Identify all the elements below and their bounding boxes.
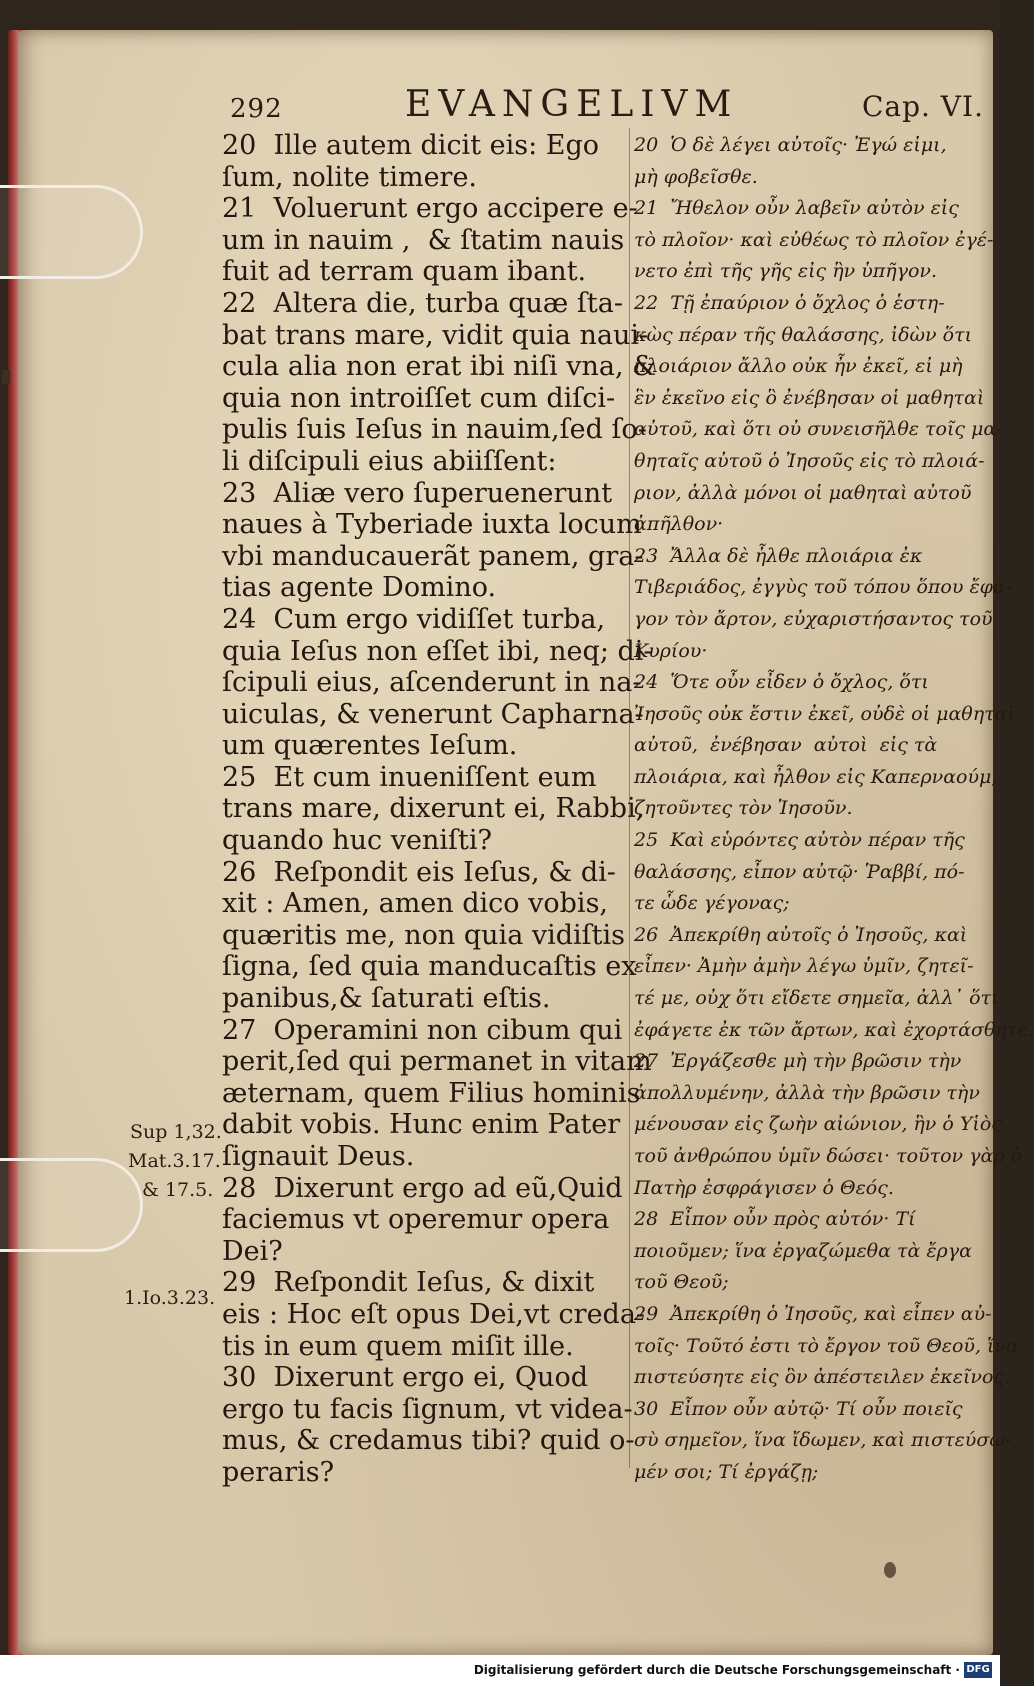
greek-text-line: τοῦ Θεοῦ; [634,1271,729,1294]
latin-text-line: uiculas, & venerunt Capharna- [222,698,644,730]
latin-text-line: 22 Altera die, turba quæ ſta- [222,287,623,319]
latin-text-line: bat trans mare, vidit quia naui- [222,319,649,351]
greek-column [634,130,1034,1489]
greek-text-line: 27 Ἐργάζεσθε μὴ τὴν βρῶσιν τὴν [634,1050,962,1073]
latin-text-line: pulis ſuis Ieſus in nauim,ſed ſo- [222,414,647,446]
latin-text-line: li diſcipuli eius abiiſſent: [222,445,557,477]
latin-text-line: um quærentes Ieſum. [222,730,518,762]
margin-note: Sup 1,32. [130,1121,222,1143]
latin-text-line: 21 Voluerunt ergo accipere e- [222,193,638,225]
greek-text-line: ποιοῦμεν; ἵνα ἐργαζώμεθα τὰ ἔργα [634,1239,972,1262]
latin-text-line: peraris? [222,1456,335,1488]
latin-text-line: 28 Dixerunt ergo ad eũ,Quid [222,1172,623,1204]
latin-text-line: quæritis me, non quia vidiſtis [222,919,626,951]
greek-text-line: τοῖς· Τοῦτό ἐστι τὸ ἔργον τοῦ Θεοῦ, ἵνα [634,1334,1019,1357]
latin-text-line: 30 Dixerunt ergo ei, Quod [222,1362,588,1394]
latin-text-line: quia Ieſus non eſſet ibi, neq; di- [222,635,653,667]
greek-text-line: μένουσαν εἰς ζωὴν αἰώνιον, ἣν ὁ Υἱὸς [634,1113,1002,1136]
greek-text-line: πλοιάρια, καὶ ἦλθον εἰς Καπερναούμ, [634,765,998,788]
greek-text-line: εἶπεν· Ἀμὴν ἀμὴν λέγω ὑμῖν, ζητεῖ- [634,955,974,978]
latin-text-line: ſigna, ſed quia manducaſtis ex [222,951,637,983]
greek-text-line: πιστεύσητε εἰς ὃν ἀπέστειλεν ἐκεῖνος. [634,1366,1011,1389]
greek-text-line: θηταῖς αὐτοῦ ὁ Ἰησοῦς εἰς τὸ πλοιά- [634,449,985,472]
greek-text-line: 23 Ἄλλα δὲ ἦλθε πλοιάρια ἐκ [634,544,923,567]
greek-text-line: τοῦ ἀνθρώπου ὑμῖν δώσει· τοῦτον γὰρ ὁ [634,1145,1022,1167]
latin-text-line: tis in eum quem miſit ille. [222,1330,574,1362]
latin-text-line: 24 Cum ergo vidiſſet turba, [222,603,606,635]
greek-text-line: Κυρίου· [634,639,708,662]
latin-text-line: tias agente Domino. [222,572,497,604]
margin-note: Mat.3.17. [128,1150,221,1172]
latin-column [222,130,657,1489]
greek-text-line: τέ με, οὐχ ὅτι εἴδετε σημεῖα, ἀλλ᾽ ὅτι [634,987,999,1010]
latin-text-line: um in nauim , & ſtatim nauis [222,224,625,256]
greek-text-line: Ἰησοῦς οὐκ ἔστιν ἐκεῖ, οὐδὲ οἱ μαθηταὶ [634,702,1015,725]
latin-text-line: quando huc veniſti? [222,825,492,857]
latin-text-line: 25 Et cum inueniſſent eum [222,761,597,793]
greek-text-line: σὺ σημεῖον, ἵνα ἴδωμεν, καὶ πιστεύσω- [634,1429,1012,1452]
page-number: 292 [230,94,283,124]
greek-text-line: 22 Τῇ ἐπαύριον ὁ ὄχλος ὁ ἑστη- [634,291,945,314]
page-clip-lower [0,1158,143,1252]
greek-text-line: Πατὴρ ἐσφράγισεν ὁ Θεός. [634,1176,894,1199]
latin-text-line: Dei? [222,1235,283,1267]
latin-text-line: æternam, quem Filius hominis [222,1077,641,1109]
latin-text-line: faciemus vt operemur opera [222,1204,610,1236]
binding-mark [2,370,10,384]
greek-text-line: κὼς πέραν τῆς θαλάσσης, ἰδὼν ὅτι [634,323,973,346]
page-title: EVANGELIVM [405,84,739,125]
greek-text-line: γον τὸν ἄρτον, εὐχαριστήσαντος τοῦ [634,607,993,630]
latin-text-line: 23 Aliæ vero ſuperuenerunt [222,477,613,509]
greek-text-line: τὸ πλοῖον· καὶ εὐθέως τὸ πλοῖον ἐγέ- [634,228,994,251]
greek-text-line: ριον, ἀλλὰ μόνοι οἱ μαθηταὶ αὐτοῦ [634,481,972,504]
greek-text-line: 20 Ὁ δὲ λέγει αὐτοῖς· Ἐγώ εἰμι, [634,134,947,156]
latin-text-line: quia non introiſſet cum diſci- [222,382,616,414]
latin-text-line: perit,ſed qui permanet in vitam [222,1046,652,1078]
margin-note: & 17.5. [142,1179,214,1201]
greek-text-line: 26 Ἀπεκρίθη αὐτοῖς ὁ Ἰησοῦς, καὶ [634,923,968,946]
margin-note: 1.Io.3.23. [124,1287,216,1309]
footer-bar [0,1655,1000,1686]
greek-text-line: νετο ἐπὶ τῆς γῆς εἰς ἣν ὑπῆγον. [634,260,938,283]
greek-text-line: ζητοῦντες τὸν Ἰησοῦν. [634,797,853,820]
latin-text-line: mus, & credamus tibi? quid o- [222,1425,635,1457]
greek-text-line: ἀπολλυμένην, ἀλλὰ τὴν βρῶσιν τὴν [634,1081,980,1104]
latin-text-line: 29 Reſpondit Ieſus, & dixit [222,1267,595,1299]
greek-text-line: 29 Ἀπεκρίθη ὁ Ἰησοῦς, καὶ εἶπεν αὐ- [634,1302,992,1325]
latin-text-line: eis : Hoc eſt opus Dei,vt creda- [222,1298,646,1330]
greek-text-line: μὴ φοβεῖσθε. [634,165,758,188]
funding-credit: Digitalisierung gefördert durch die Deutsche Forschungsgemeinschaft · [473,1663,960,1677]
greek-text-line: 25 Καὶ εὑρόντες αὐτὸν πέραν τῆς [634,829,965,852]
latin-text-line: dabit vobis. Hunc enim Pater [222,1109,621,1141]
latin-text-line: xit : Amen, amen dico vobis, [222,888,609,920]
greek-text-line: θαλάσσης, εἶπον αὐτῷ· Ῥαββί, πό- [634,860,965,883]
latin-text-line: ſcipuli eius, aſcenderunt in na- [222,667,642,699]
dfg-logo-icon: DFG [964,1662,992,1678]
greek-text-line: πλοιάριον ἄλλο οὐκ ἦν ἐκεῖ, εἰ μὴ [634,355,963,378]
greek-text-line: Τιβεριάδος, ἐγγὺς τοῦ τόπου ὅπου ἔφα- [634,576,1013,599]
greek-text-line: ἐφάγετε ἐκ τῶν ἄρτων, καὶ ἐχορτάσθητε. [634,1018,1034,1041]
latin-text-line: 26 Reſpondit eis Ieſus, & di- [222,856,616,888]
ink-spot [884,1562,896,1578]
latin-text-line: cula alia non erat ibi niſi vna, & [222,351,657,383]
greek-text-line: τε ὧδε γέγονας; [634,892,790,915]
latin-text-line: trans mare, dixerunt ei, Rabbi, [222,793,645,825]
latin-text-line: fuit ad terram quam ibant. [222,256,587,288]
greek-text-line: αὐτοῦ, καὶ ὅτι οὐ συνεισῆλθε τοῖς μα- [634,418,1003,441]
latin-text-line: ſum, nolite timere. [222,161,478,193]
latin-text-line: ergo tu facis ſignum, vt videa- [222,1393,633,1425]
greek-text-line: 28 Εἶπον οὖν πρὸς αὐτόν· Τί [634,1208,916,1231]
greek-text-line: 24 Ὅτε οὖν εἶδεν ὁ ὄχλος, ὅτι [634,671,929,694]
greek-text-line: 30 Εἶπον οὖν αὐτῷ· Τί οὖν ποιεῖς [634,1397,963,1420]
greek-text-line: 21 Ἤθελον οὖν λαβεῖν αὐτὸν εἰς [634,197,959,220]
greek-text-line: ἓν ἐκεῖνο εἰς ὃ ἐνέβησαν οἱ μαθηταὶ [634,386,985,409]
page-clip-upper [0,185,143,279]
greek-text-line: ἀπῆλθον· [634,513,724,536]
latin-text-line: panibus,& ſaturati eſtis. [222,983,551,1015]
latin-text-line: 20 Ille autem dicit eis: Ego [222,130,600,161]
chapter-label: Cap. VI. [861,90,984,123]
latin-text-line: naues à Tyberiade iuxta locum [222,509,642,541]
latin-text-line: vbi manducauerãt panem, gra- [222,540,644,572]
greek-text-line: μέν σοι; Τί ἐργάζῃ; [634,1460,819,1483]
greek-text-line: αὐτοῦ, ἐνέβησαν αὐτοὶ εἰς τὰ [634,734,938,757]
latin-text-line: ſignauit Deus. [222,1141,415,1172]
latin-text-line: 27 Operamini non cibum qui [222,1014,623,1046]
running-head [230,84,1000,124]
column-divider [629,128,630,1468]
